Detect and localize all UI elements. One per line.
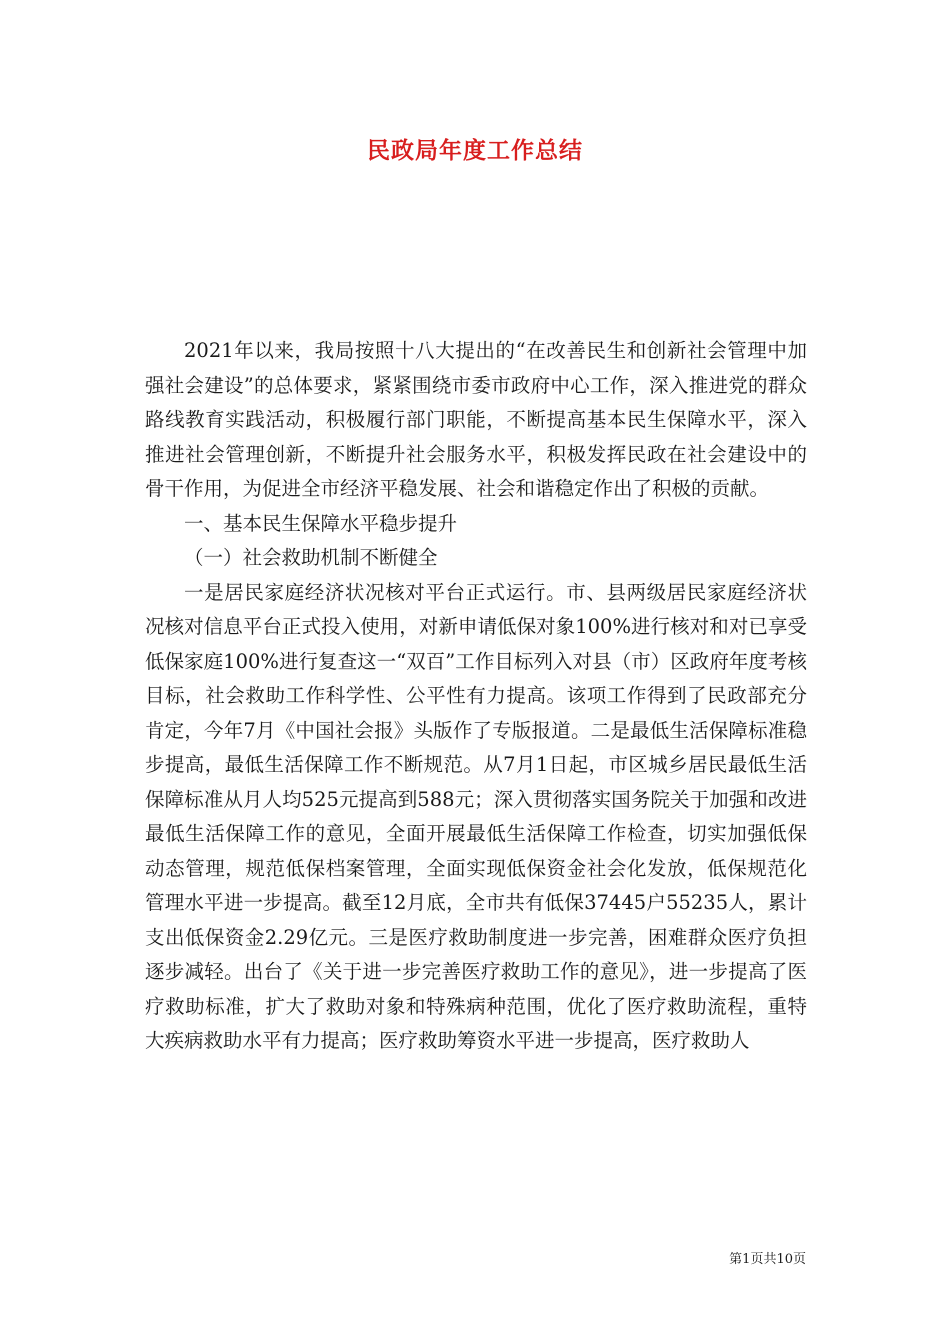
section-heading: 一、基本民生保障水平稳步提升 [184,511,458,535]
intro-paragraph: 2021年以来，我局按照十八大提出的“在改善民生和创新社会管理中加强社会建设”的总体要求，紧紧围绕市委市政府中心工作，深入推进党的群众路线教育实践活动，积极履行部门职能，不断提高基本民生保障水平，深入推进社会管理创新，不断提升社会服务水平，积极发挥民政在社会建设中的骨干作用，为促进全市经济平稳发展、社会和谐稳定作出了积极的贡献。 [145,339,807,500]
document-title: 民政局年度工作总结 [367,137,583,164]
document-body [145,334,807,1059]
page-footer [0,1248,806,1267]
subsection-heading: （一）社会救助机制不断健全 [184,546,438,569]
body-paragraph: 一是居民家庭经济状况核对平台正式运行。市、县两级居民家庭经济状况核对信息平台正式投入使用，对新申请低保对象100%进行核对和对已享受低保家庭100%进行复查这一“双百”工作目标列入对县（市）区政府年度考核目标，社会救助工作科学性、公平性有力提高。该项工作得到了民政部充分肯定，今年7月《中国社会报》头版作了专版报道。二是最低生活保障标准稳步提高，最低生活保障工作不断规范。从7月1日起，市区城乡居民最低生活保障标准从月人均525元提高到588元；深入贯彻落实国务院关于加强和改进最低生活保障工作的意见，全面开展最低生活保障工作检查，切实加强低保动态管理，规范低保档案管理，全面实现低保资金社会化发放，低保规范化管理水平进一步提高。截至12月底，全市共有低保37445户55235人，累计支出低保资金2.29亿元。三是医疗救助制度进一步完善，困难群众医疗负担逐步减轻。出台了《关于进一步完善医疗救助工作的意见》，进一步提高了医疗救助标准，扩大了救助对象和特殊病种范围，优化了医疗救助流程，重特大疾病救助水平有力提高；医疗救助筹资水平进一步提高，医疗救助人 [145,580,807,1052]
page-number: 第1页共10页 [729,1252,806,1267]
